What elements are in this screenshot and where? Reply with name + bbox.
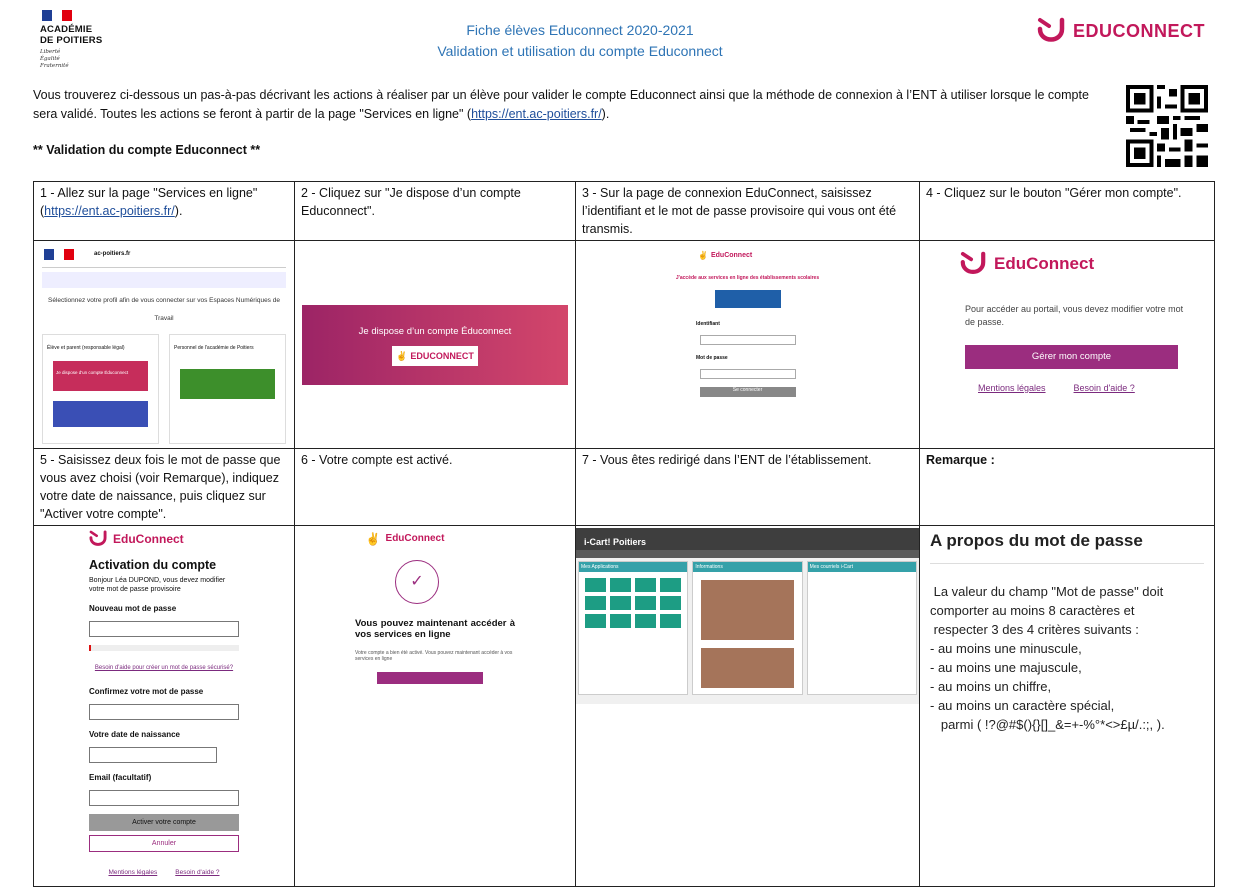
franceconnect-button: [715, 290, 781, 308]
step-5-screenshot: EduConnect Activation du compte Bonjour Léa DUPOND, vous devez modifier votre mot de passe provisoire Nouveau mot de passe Besoin d'aide pour créer un mot de passe sécurisé? Confirmez votre mot de passe Votre date de naissance Email (facultatif) Activer votre compte Annuler Mentions légales Besoin d'aide ?: [34, 526, 295, 887]
document-title: [380, 20, 780, 62]
educonnect-symbol-icon: [960, 251, 986, 277]
check-icon: ✓: [395, 560, 439, 604]
educonnect-symbol-icon: ✌: [698, 251, 708, 260]
educonnect-wordmark: EDUCONNECT: [1073, 20, 1206, 41]
title-line-2: Validation et utilisation du compte Educonnect: [437, 43, 723, 59]
intro-paragraph: Vous trouverez ci-dessous un pas-à-pas décrivant les actions à réaliser par un élève pour valider le compte Educonnect ainsi que la méthode de connexion à l’ENT à utiliser lorsque le compte sera validé. Toutes les actions se feront à partir de la page "Services en ligne" (https://ent.ac-poitiers.fr/).: [33, 88, 1089, 121]
step-3-text: 3 - Sur la page de connexion EduConnect, saisissez l’identifiant et le mot de passe provisoire qui vous ont été transmis.: [576, 182, 920, 241]
password-rules-title: A propos du mot de passe: [930, 532, 1204, 564]
educonnect-logo: [1037, 17, 1205, 45]
step-3-screenshot: ✌ EduConnect J'accède aux services en ligne des établissements scolaires Identifiant Mot de passe Se connecter: [576, 241, 920, 449]
french-flag-icon: [42, 10, 72, 21]
step-6-text: 6 - Votre compte est activé.: [295, 449, 576, 526]
step-6-screenshot: ✌ EduConnect ✓ Vous pouvez maintenant accéder à vos services en ligne Votre compte a bien été activé. Vous pouvez maintenant accéder à vos services en ligne: [295, 526, 576, 887]
title-line-1: Fiche élèves Educonnect 2020-2021: [466, 22, 694, 38]
section-title: ** Validation du compte Educonnect **: [33, 143, 261, 157]
step-4-text: 4 - Cliquez sur le bouton "Gérer mon compte".: [920, 182, 1215, 241]
qr-code-icon: [1124, 85, 1210, 167]
step-2-text: 2 - Cliquez sur "Je dispose d’un compte Educonnect".: [295, 182, 576, 241]
remark-label: Remarque :: [920, 449, 1215, 526]
password-rules-box: [920, 526, 1215, 887]
steps-table: [33, 181, 1215, 887]
french-flag-icon: [44, 249, 74, 260]
educonnect-symbol-icon: ✌: [365, 532, 381, 546]
educonnect-symbol-icon: [89, 530, 107, 548]
step-4-screenshot: EduConnect Pour accéder au portail, vous devez modifier votre mot de passe. Gérer mon compte Mentions légales Besoin d'aide ?: [920, 241, 1215, 449]
step-5-text: 5 - Saisissez deux fois le mot de passe que vous avez choisi (voir Remarque), indiquez votre date de naissance, puis cliquez sur "Activer votre compte".: [34, 449, 295, 526]
password-rules-text: La valeur du champ "Mot de passe" doit comporter au moins 8 caractères et respecter 3 des 4 critères suivants : - au moins une minuscule, - au moins une majuscule, - au moins un chiffre, - au moins un caractère spécial, parmi ( !?@#$(){}[]_&=+-%°*<>£µ/.:;, ).: [930, 584, 1165, 732]
step-1-link[interactable]: https://ent.ac-poitiers.fr/: [44, 204, 175, 218]
educonnect-symbol-icon: ✌: [396, 351, 408, 361]
step-1-screenshot: ac-poitiers.fr Sélectionnez votre profil afin de vous connecter sur vos Espaces Numériques de Travail Élève et parent (responsable légal) Je dispose d'un compte Éduconnect Personnel de l'académie de Poitiers: [34, 241, 295, 449]
step-2-screenshot: [295, 241, 576, 449]
step-1-text: 1 - Allez sur la page "Services en ligne" (https://ent.ac-poitiers.fr/).: [34, 182, 295, 241]
step-7-screenshot: i-Cart! Poitiers Mes Applications Informations Mes courriels i-Cart: [576, 526, 920, 887]
services-link[interactable]: https://ent.ac-poitiers.fr/: [471, 107, 602, 121]
step-7-text: 7 - Vous êtes redirigé dans l’ENT de l’établissement.: [576, 449, 920, 526]
republic-motto: Liberté Égalité Fraternité: [40, 49, 69, 69]
academie-logo: [40, 10, 130, 70]
educonnect-symbol-icon: [1037, 17, 1065, 45]
educonnect-choice-card: Je dispose d’un compte Éduconnect ✌ EDUCONNECT: [302, 305, 568, 385]
academie-name: ACADÉMIE DE POITIERS: [40, 24, 103, 46]
